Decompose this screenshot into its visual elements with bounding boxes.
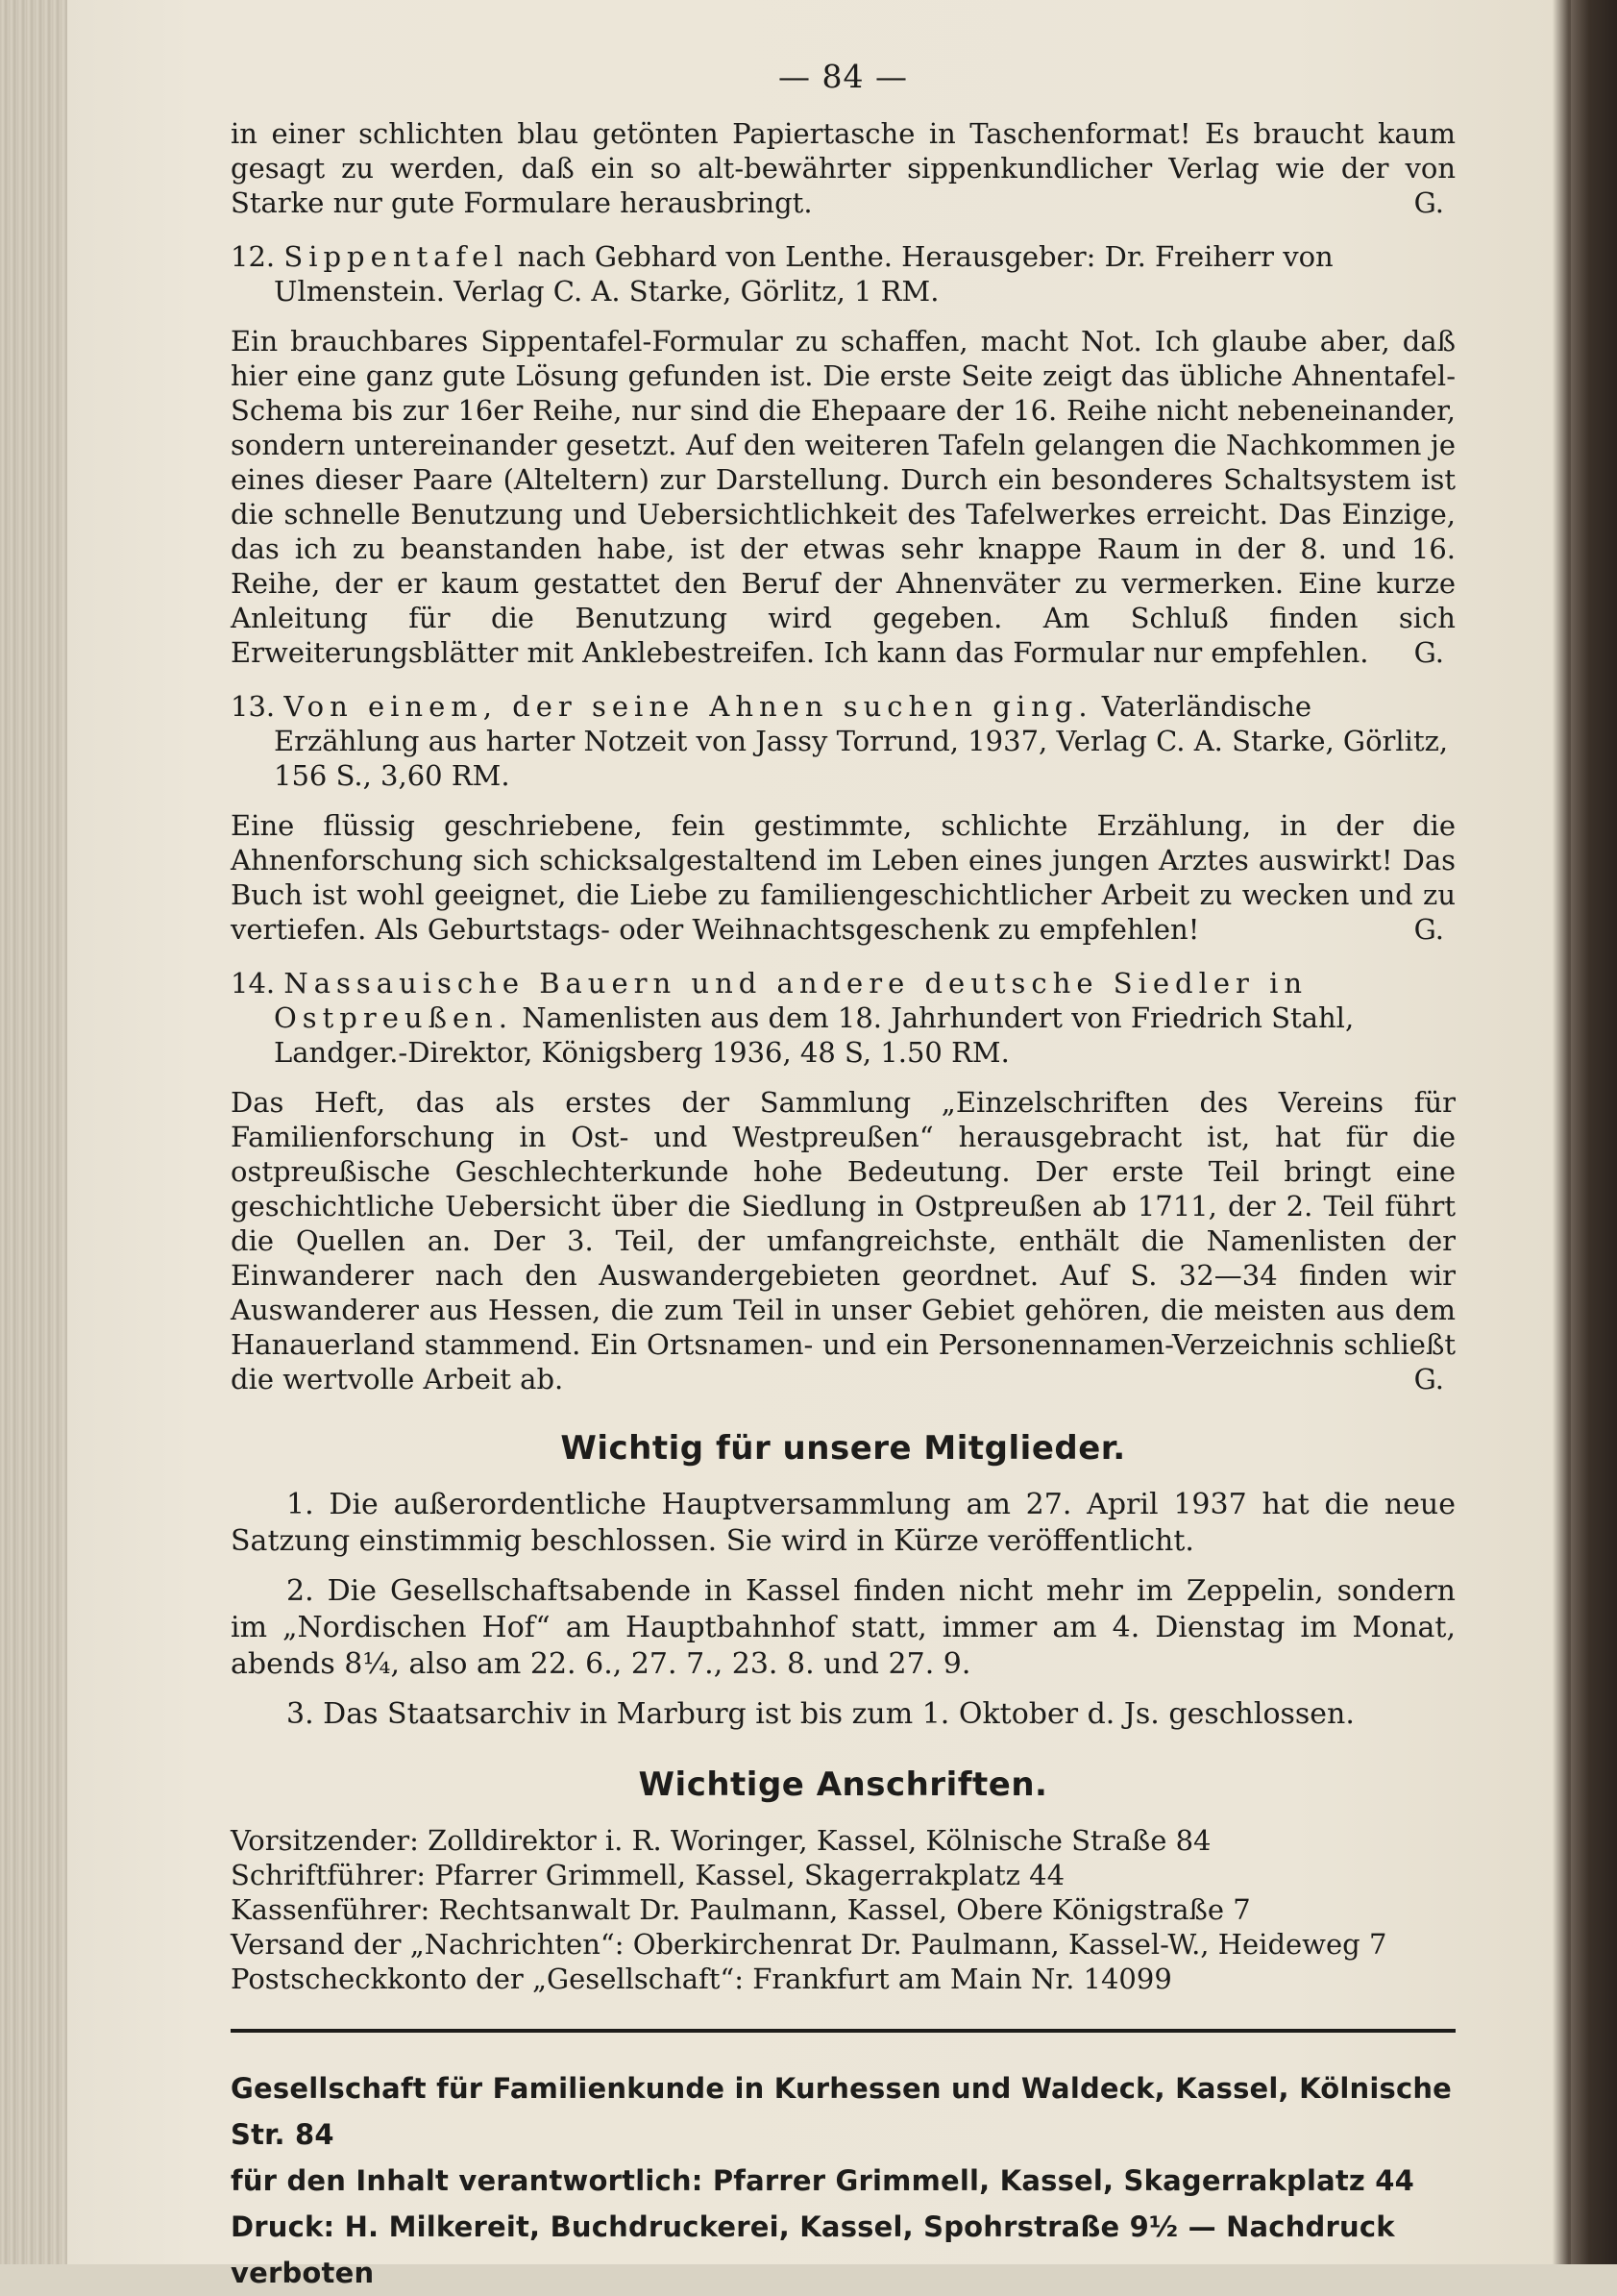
- entry-details: nach Gebhard von Lenthe. Herausgeber: Dr. Freiherr von Ulmenstein. Verlag C. A. Starke, Görlitz, 1 RM.: [274, 240, 1334, 308]
- address-line: Schriftführer: Pfarrer Grimmell, Kassel, Skagerrakplatz 44: [231, 1859, 1066, 1891]
- page-right-edge: [1571, 0, 1617, 2264]
- page-number: — 84 —: [778, 58, 908, 95]
- intro-text: in einer schlichten blau getönten Papiertasche in Taschenformat! Es braucht kaum gesagt zu werden, daß ein so alt-bewährter sippenkundlicher Verlag wie der von Starke nur gute Formulare herausbringt.: [231, 117, 1456, 219]
- review-text: Ein brauchbares Sippentafel-Formular zu schaffen, macht Not. Ich glaube aber, daß hier eine ganz gute Lösung gefunden ist. Die erste Seite zeigt das übliche Ahnentafel-Schema bis zur 16er Reihe, nur sind die Ehepaare der 16. Reihe nicht nebeneinander, sondern untereinander gesetzt. Auf den weiteren Tafeln gelangen die Nachkommen je eines dieser Paare (Alteltern) zur Darstellung. Durch ein besonderes Schaltsystem ist die schnelle Benutzung und Uebersichtlichkeit des Tafelwerkes erreicht. Das Einzige, das ich zu beanstanden habe, ist der etwas sehr knappe Raum in der 8. und 16. Reihe, der er kaum gestattet den Beruf der Ahnenväter zu vermerken. Eine kurze Anleitung für die Benutzung wird gegeben. Am Schluß finden sich Erweiterungsblätter mit Anklebestreifen. Ich kann das Formular nur empfehlen.: [231, 325, 1456, 669]
- entry-title: Von einem, der seine Ahnen suchen ging.: [283, 690, 1093, 723]
- entry-number: 14.: [231, 967, 276, 1000]
- address-line: Versand der „Nachrichten“: Oberkirchenrat Dr. Paulmann, Kassel-W., Heideweg 7: [231, 1928, 1387, 1961]
- page-content: [231, 58, 1456, 2296]
- imprint-footer: [231, 2065, 1456, 2296]
- entry-number: 13.: [231, 690, 276, 723]
- entry-title: Nassauische Bauern und andere deutsche Siedler in Ostpreußen.: [274, 967, 1309, 1034]
- address-line: Kassenführer: Rechtsanwalt Dr. Paulmann, Kassel, Obere Königstraße 7: [231, 1893, 1251, 1926]
- footer-line: für den Inhalt verantwortlich: Pfarrer Grimmell, Kassel, Skagerrakplatz 44: [231, 2164, 1415, 2197]
- reviewer-signature: G.: [1413, 913, 1444, 946]
- address-line: Postscheckkonto der „Gesellschaft“: Frankfurt am Main Nr. 14099: [231, 1963, 1172, 1995]
- notice-heading: Wichtig für unsere Mitglieder.: [560, 1429, 1126, 1468]
- addresses-heading: Wichtige Anschriften.: [638, 1765, 1048, 1804]
- intro-paragraph: [231, 116, 1456, 220]
- footer-line: Gesellschaft für Familienkunde in Kurhessen und Waldeck, Kassel, Kölnische Str. 84: [231, 2072, 1453, 2151]
- notice-item: 1. Die außerordentliche Hauptversammlung am 27. April 1937 hat die neue Satzung einstimmig beschlossen. Sie wird in Kürze veröffentlicht.: [231, 1488, 1456, 1558]
- reviewer-signature: G.: [1413, 186, 1444, 219]
- bibliography-entry: [231, 966, 1456, 1070]
- footer-divider: [231, 2029, 1456, 2033]
- reviewer-signature: G.: [1413, 636, 1444, 669]
- addresses-section: [231, 1765, 1456, 1996]
- address-line: Vorsitzender: Zolldirektor i. R. Woringer, Kassel, Kölnische Straße 84: [231, 1824, 1212, 1857]
- bibliography-entry: [231, 239, 1456, 309]
- review-paragraph: [231, 1085, 1456, 1396]
- review-paragraph: [231, 324, 1456, 670]
- members-notice: [231, 1429, 1456, 1733]
- footer-line: Druck: H. Milkereit, Buchdruckerei, Kassel, Spohrstraße 9½ — Nachdruck verboten: [231, 2210, 1395, 2289]
- review-text: Das Heft, das als erstes der Sammlung „Einzelschriften des Vereins für Familienforschung in Ost- und Westpreußen“ herausgebracht ist, hat für die ostpreußische Geschlechterkunde hohe Bedeutung. Der erste Teil bringt eine geschichtliche Uebersicht über die Siedlung in Ostpreußen ab 1711, der 2. Teil führt die Quellen an. Der 3. Teil, der umfangreichste, enthält die Namenlisten der Einwanderer nach den Auswandergebieten geordnet. Auf S. 32—34 finden wir Auswanderer aus Hessen, die zum Teil in unser Gebiet gehören, die meisten aus dem Hanauerland stammend. Ein Ortsnamen- und ein Personennamen-Verzeichnis schließt die wertvolle Arbeit ab.: [231, 1086, 1456, 1395]
- entry-number: 12.: [231, 240, 276, 273]
- notice-item: 2. Die Gesellschaftsabende in Kassel finden nicht mehr im Zeppelin, sondern im „Nordischen Hof“ am Hauptbahnhof statt, immer am 4. Dienstag im Monat, abends 8¼, also am 22. 6., 27. 7., 23. 8. und 27. 9.: [231, 1574, 1456, 1681]
- bibliography-entry: [231, 689, 1456, 793]
- entry-title: Sippentafel: [283, 240, 509, 273]
- entry-details: Vaterländische Erzählung aus harter Notzeit von Jassy Torrund, 1937, Verlag C. A. Starke, Görlitz, 156 S., 3,60 RM.: [274, 690, 1449, 792]
- review-text: Eine flüssig geschriebene, fein gestimmte, schlichte Erzählung, in der die Ahnenforschung sich schicksalgestaltend im Leben eines jungen Arztes auswirkt! Das Buch ist wohl geeignet, die Liebe zu familiengeschichtlicher Arbeit zu wecken und zu vertiefen. Als Geburtstags- oder Weihnachtsgeschenk zu empfehlen!: [231, 809, 1456, 946]
- notice-item: 3. Das Staatsarchiv in Marburg ist bis zum 1. Oktober d. Js. geschlossen.: [286, 1697, 1355, 1731]
- book-binding-edge: [0, 0, 67, 2264]
- entry-details: Namenlisten aus dem 18. Jahrhundert von Friedrich Stahl, Landger.-Direktor, Königsberg 1936, 48 S, 1.50 RM.: [274, 1001, 1355, 1069]
- review-paragraph: [231, 808, 1456, 947]
- reviewer-signature: G.: [1413, 1363, 1444, 1395]
